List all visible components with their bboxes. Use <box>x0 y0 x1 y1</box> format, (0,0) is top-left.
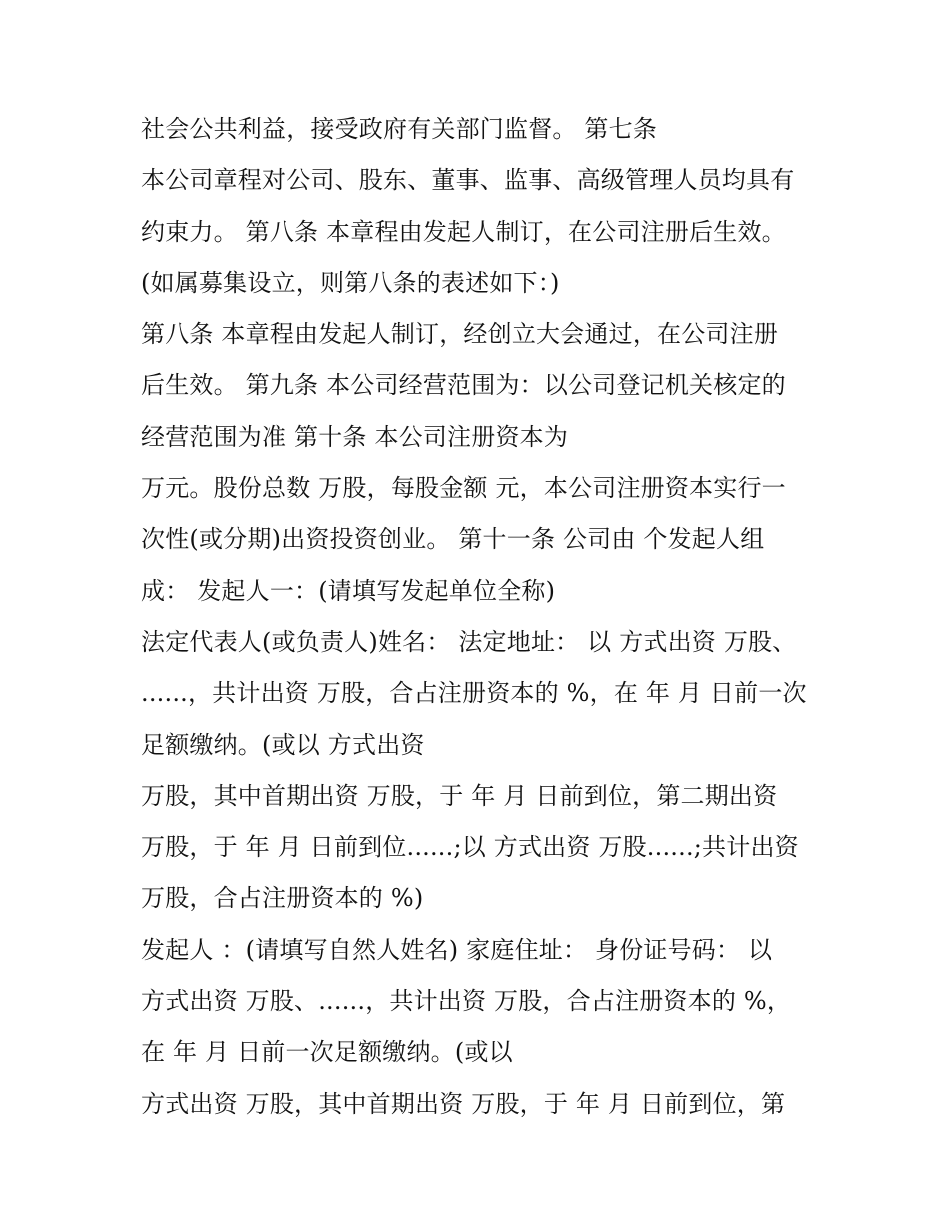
text-line: 后生效。 第九条 本公司经营范围为：以公司登记机关核定的 <box>141 371 786 400</box>
text-line: 成： 发起人一：(请填写发起单位全称) <box>141 576 556 605</box>
text-line: 社会公共利益，接受政府有关部门监督。 第七条 <box>141 115 658 143</box>
text-line: 本公司章程对公司、股东、董事、监事、高级管理人员均具有 <box>141 166 795 195</box>
text-line: 万股，合占注册资本的 %) <box>141 884 424 913</box>
text-line: 法定代表人(或负责人)姓名： 法定地址： 以 方式出资 万股、 <box>141 627 797 656</box>
text-line: 在 年 月 日前一次足额缴纳。(或以 <box>141 1038 513 1067</box>
text-line: 经营范围为准 第十条 本公司注册资本为 <box>141 422 569 451</box>
text-line: ......，共计出资 万股，合占注册资本的 %，在 年 月 日前一次 <box>141 679 807 708</box>
text-line: 发起人 ：(请填写自然人姓名) 家庭住址： 身份证号码： 以 <box>141 935 773 964</box>
text-line: 万股，于 年 月 日前到位......;以 方式出资 万股......;共计出资 <box>141 833 799 862</box>
text-line: 足额缴纳。(或以 方式出资 <box>141 730 425 759</box>
text-line: 约束力。 第八条 本章程由发起人制订，在公司注册后生效。 <box>141 217 786 246</box>
document-body <box>141 107 821 1133</box>
text-line: 第八条 本章程由发起人制订，经创立大会通过，在公司注册 <box>141 320 779 349</box>
text-line: 方式出资 万股，其中首期出资 万股，于 年 月 日前到位，第 <box>141 1089 786 1118</box>
text-line: 万股，其中首期出资 万股，于 年 月 日前到位，第二期出资 <box>141 781 778 810</box>
text-line: 万元。股份总数 万股，每股金额 元，本公司注册资本实行一 <box>141 474 786 503</box>
text-line: (如属募集设立，则第八条的表述如下：) <box>141 268 560 297</box>
text-line: 方式出资 万股、......，共计出资 万股，合占注册资本的 %， <box>141 987 792 1016</box>
text-line: 次性(或分期)出资投资创业。 第十一条 公司由 个发起人组 <box>141 525 765 554</box>
